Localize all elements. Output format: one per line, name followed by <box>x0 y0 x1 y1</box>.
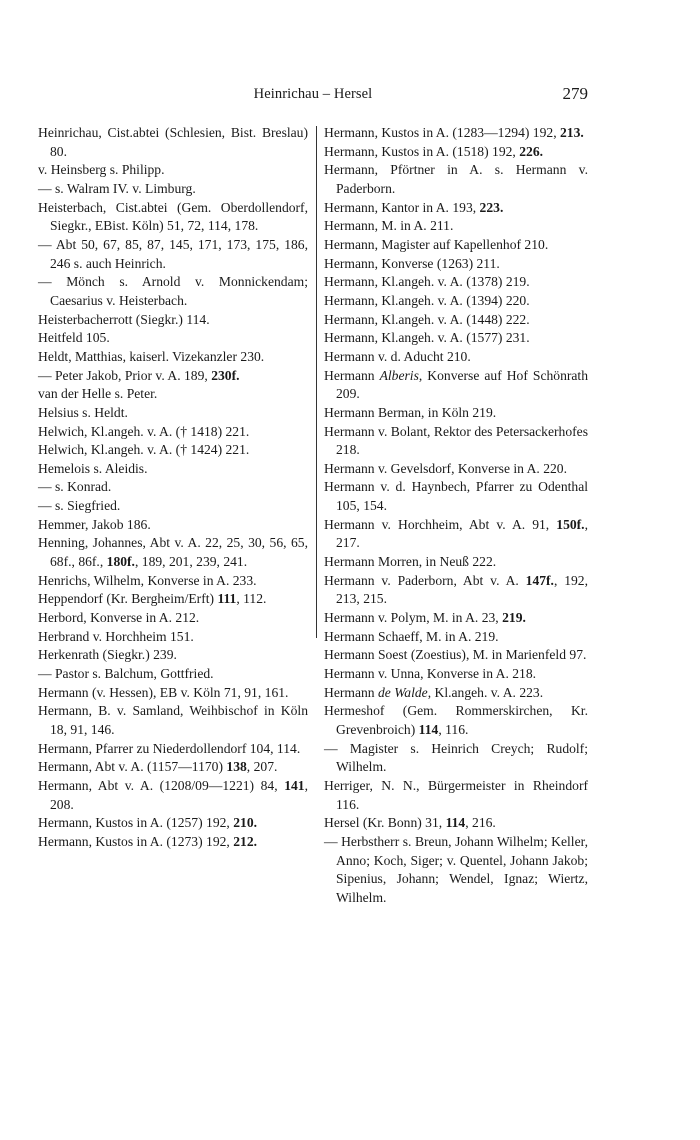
index-entry <box>38 161 308 180</box>
index-entry <box>38 180 308 199</box>
entry-text: — s. Walram IV. v. Limburg. <box>38 180 196 196</box>
entry-text: Hermann, Kustos in A. (1283—1294) 192, <box>324 125 560 140</box>
page-header <box>38 86 588 106</box>
entry-text: Heisterbach, Cist.abtei (Gem. Oberdollendorf, Siegkr., EBist. Köln) 51, 72, 114, 178. <box>38 199 308 234</box>
index-entry <box>324 404 588 423</box>
bold-page-ref: 180f. <box>106 554 135 570</box>
index-column-left <box>38 124 308 852</box>
bold-page-ref: 150f. <box>556 516 585 532</box>
bold-page-ref: 210. <box>233 815 258 831</box>
entry-text: Hermann, B. v. Samland, Weihbischof in Köln 18, 91, 146. <box>38 703 308 737</box>
bold-page-ref: 219. <box>502 610 526 626</box>
bold-page-ref: 213. <box>560 125 584 140</box>
entry-text: Heppendorf (Kr. Bergheim/Erft) <box>38 591 218 607</box>
entry-text: , 216. <box>465 815 496 831</box>
index-entry <box>38 758 308 777</box>
entry-text: Hermann Berman, in Köln 219. <box>324 404 497 420</box>
index-entry <box>38 441 308 460</box>
index-entry <box>324 684 588 703</box>
entry-text: v. Heinsberg s. Philipp. <box>38 162 165 178</box>
entry-text: Hermann, Kantor in A. 193, <box>324 199 480 215</box>
index-entry <box>324 329 588 348</box>
bold-page-ref: 147f. <box>525 572 554 588</box>
entry-text: Heldt, Matthias, kaiserl. Vizekanzler 230. <box>38 348 265 364</box>
entry-text: Hermann, Pförtner in A. s. Hermann v. Paderborn. <box>324 162 588 196</box>
entry-text: Hemelois s. Aleidis. <box>38 460 148 476</box>
entry-text: Hermann v. Bolant, Rektor des Petersackerhofes 218. <box>324 423 588 458</box>
entry-text: Hermann, Kustos in A. (1518) 192, <box>324 143 520 159</box>
index-column-right <box>324 124 588 908</box>
column-divider <box>316 126 317 638</box>
entry-text: Herbrand v. Horchheim 151. <box>38 628 194 644</box>
entry-text: Hermann v. d. Haynbech, Pfarrer zu Odenthal 105, 154. <box>324 479 588 514</box>
index-entry <box>324 478 588 515</box>
index-entry <box>324 665 588 684</box>
index-entry <box>324 423 588 460</box>
index-entry <box>38 404 308 423</box>
entry-text: Hemmer, Jakob 186. <box>38 516 151 532</box>
entry-text: Hermann, Magister auf Kapellenhof 210. <box>324 236 549 252</box>
index-entry <box>324 572 588 609</box>
index-entry <box>324 367 589 404</box>
index-entry <box>324 833 588 908</box>
index-entry <box>324 273 588 292</box>
index-entry <box>38 516 308 535</box>
entry-text: — s. Konrad. <box>38 479 112 495</box>
index-entry <box>324 740 588 777</box>
bold-page-ref: 223. <box>479 199 504 215</box>
index-entry <box>324 161 588 198</box>
page-number: 279 <box>562 84 588 103</box>
index-entry <box>38 740 308 759</box>
index-entry <box>38 478 308 497</box>
index-entry <box>324 217 588 236</box>
entry-text: — Pastor s. Balchum, Gottfried. <box>38 666 214 682</box>
entry-text: Hermann v. Unna, Konverse in A. 218. <box>324 666 537 682</box>
index-entry <box>38 665 308 684</box>
entry-text: Hersel (Kr. Bonn) 31, <box>324 815 446 831</box>
entry-text: , 208. <box>50 777 308 812</box>
index-entry <box>38 590 308 609</box>
entry-text: Heinrichau, Cist.abtei (Schlesien, Bist. Breslau) 80. <box>38 125 308 159</box>
bold-page-ref: 114 <box>445 815 466 831</box>
entry-text: , 189, 201, 239, 241. <box>134 554 248 570</box>
bold-page-ref: 114 <box>418 722 439 737</box>
index-entry <box>324 814 588 833</box>
entry-text: Hermann v. d. Aducht 210. <box>324 348 471 364</box>
index-entry <box>38 348 308 367</box>
entry-text: Helwich, Kl.angeh. v. A. († 1424) 221. <box>38 442 250 458</box>
entry-text: — Mönch s. Arnold v. Monnickendam; Caesarius v. Heisterbach. <box>38 274 308 308</box>
index-entry <box>324 702 588 739</box>
index-entry <box>38 497 308 516</box>
entry-text: Herriger, N. N., Bürgermeister in Rheindorf 116. <box>324 777 588 812</box>
entry-text: Hermann, Konverse (1263) 211. <box>324 255 500 271</box>
entry-text: Hermann, Pfarrer zu Niederdollendorf 104, 114. <box>38 740 301 756</box>
index-entry <box>38 273 308 310</box>
entry-text: Hermann, Kl.angeh. v. A. (1577) 231. <box>324 330 530 346</box>
entry-text: Hermann Soest (Zoestius), M. in Marienfeld 97. <box>324 647 587 663</box>
index-entry <box>38 814 308 833</box>
entry-text: Henrichs, Wilhelm, Konverse in A. 233. <box>38 572 257 588</box>
index-entry <box>324 199 588 218</box>
index-entry <box>324 460 588 479</box>
index-entry <box>324 311 588 330</box>
index-entry <box>38 702 308 739</box>
entry-text: , Kl.angeh. v. A. 223. <box>427 684 544 700</box>
entry-text: Helsius s. Heldt. <box>38 404 128 420</box>
entry-text: Hermann v. Gevelsdorf, Konverse in A. 220. <box>324 460 567 476</box>
entry-text: — s. Siegfried. <box>38 498 121 514</box>
index-entry <box>324 777 588 814</box>
index-entry <box>324 553 588 572</box>
entry-text: Hermann, Kustos in A. (1257) 192, <box>38 815 234 831</box>
entry-text: Hermann, Kl.angeh. v. A. (1448) 222. <box>324 311 530 327</box>
index-entry <box>324 609 588 628</box>
entry-text: Hermann, M. in A. 211. <box>324 218 454 234</box>
index-entry <box>38 777 308 814</box>
entry-text: Herkenrath (Siegkr.) 239. <box>38 647 177 663</box>
entry-text: — Peter Jakob, Prior v. A. 189, <box>38 367 212 383</box>
entry-text: Henning, Johannes, Abt v. A. 22, 25, 30, 56, 65, 68f., 86f., <box>38 535 308 570</box>
entry-text: Heitfeld 105. <box>38 330 110 346</box>
entry-text: , 217. <box>336 516 588 551</box>
index-entry <box>38 460 308 479</box>
index-entry <box>324 255 588 274</box>
index-entry <box>324 628 588 647</box>
index-entry <box>38 199 308 236</box>
index-entry <box>38 684 308 703</box>
index-entry <box>324 348 588 367</box>
entry-text: Hermann <box>324 367 380 383</box>
index-entry <box>38 236 308 273</box>
index-entry <box>38 367 308 386</box>
entry-text: van der Helle s. Peter. <box>38 386 158 402</box>
index-entry <box>38 124 308 161</box>
entry-text: , 116. <box>438 722 469 737</box>
entry-text: Hermann (v. Hessen), EB v. Köln 71, 91, 161. <box>38 684 289 700</box>
entry-text: Hermann, Kustos in A. (1273) 192, <box>38 833 234 849</box>
italic-name: de Walde <box>377 684 428 700</box>
entry-text: — Herbstherr s. Breun, Johann Wilhelm; Keller, Anno; Koch, Siger; v. Quentel, Johann Jakob; Sipenius, Johann; Wendel, Ignaz; Wiertz, Wilhelm. <box>324 833 588 905</box>
entry-text: Hermann, Kl.angeh. v. A. (1378) 219. <box>324 274 530 290</box>
index-entry <box>324 236 588 255</box>
entry-text: , 112. <box>236 591 267 607</box>
entry-text: , 192, 213, 215. <box>336 572 588 607</box>
index-entry <box>38 534 308 571</box>
index-entry <box>38 311 308 330</box>
index-entry <box>38 833 308 852</box>
entry-text: Hermann, Kl.angeh. v. A. (1394) 220. <box>324 292 530 308</box>
entry-text: Heisterbacherrott (Siegkr.) 114. <box>38 311 210 327</box>
entry-text: — Abt 50, 67, 85, 87, 145, 171, 173, 175, 186, 246 s. auch Heinrich. <box>38 236 308 271</box>
index-entry <box>324 646 588 665</box>
index-entry <box>38 628 308 647</box>
entry-text: Hermann Schaeff, M. in A. 219. <box>324 628 499 644</box>
bold-page-ref: 230f. <box>211 367 240 383</box>
bold-page-ref: 212. <box>233 833 258 849</box>
entry-text: Hermann, Abt v. A. (1157—1170) <box>38 759 227 775</box>
bold-page-ref: 111 <box>217 591 237 607</box>
index-entry <box>38 646 308 665</box>
index-entry <box>38 572 308 591</box>
entry-text: , 207. <box>246 759 278 775</box>
entry-text: Herbord, Konverse in A. 212. <box>38 610 200 626</box>
bold-page-ref: 141 <box>284 777 305 793</box>
running-title: Heinrichau – Hersel <box>253 86 373 102</box>
entry-text: Hermann Morren, in Neuß 222. <box>324 554 497 570</box>
index-entry <box>324 124 588 143</box>
italic-name: Alberis <box>379 367 419 383</box>
index-entry <box>38 423 308 442</box>
entry-text: Hermann, Abt v. A. (1208/09—1221) 84, <box>38 777 285 793</box>
index-entry <box>38 609 308 628</box>
bold-page-ref: 138 <box>226 759 247 775</box>
entry-text: , Konverse auf Hof Schönrath 209. <box>336 367 589 402</box>
index-entry <box>324 516 588 553</box>
entry-text: Hermann v. Paderborn, Abt v. A. <box>324 572 526 588</box>
index-entry <box>324 143 588 162</box>
entry-text: — Magister s. Heinrich Creych; Rudolf; Wilhelm. <box>324 740 588 775</box>
entry-text: Hermann v. Polym, M. in A. 23, <box>324 610 503 626</box>
index-entry <box>38 329 308 348</box>
entry-text: Hermeshof (Gem. Rommerskirchen, Kr. Grevenbroich) <box>324 703 588 737</box>
entry-text: Helwich, Kl.angeh. v. A. († 1418) 221. <box>38 423 250 439</box>
entry-text: Hermann v. Horchheim, Abt v. A. 91, <box>324 516 557 532</box>
index-entry <box>324 292 588 311</box>
bold-page-ref: 226. <box>519 143 544 159</box>
index-entry <box>38 385 308 404</box>
entry-text: Hermann <box>324 684 378 700</box>
